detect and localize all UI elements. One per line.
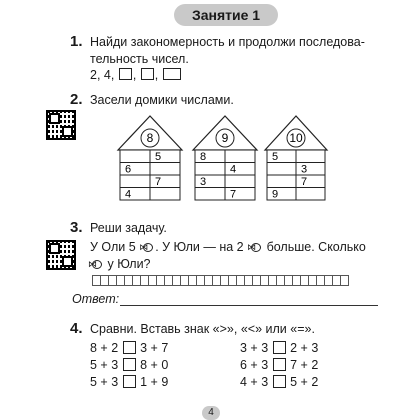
roof-number: 9 (221, 131, 229, 145)
house-cell-number: 9 (272, 188, 279, 201)
compare-column-right (240, 340, 318, 391)
compare-blank[interactable] (273, 341, 286, 354)
problem-line2 (88, 256, 151, 272)
problem-line1 (90, 239, 366, 255)
qr-code-2 (46, 240, 76, 270)
grid-cell[interactable] (340, 275, 349, 286)
house-cell-number: 8 (200, 151, 207, 163)
sequence: 2, 4, , , (90, 67, 182, 83)
house-cell-blank[interactable] (120, 150, 150, 163)
compare-blank[interactable] (123, 341, 136, 354)
compare-row: 5 + 3 8 + 0 (90, 358, 169, 372)
house-cell-number: 4 (230, 163, 237, 176)
house-cell-number: 7 (301, 176, 308, 188)
house-cell-blank[interactable] (225, 175, 255, 188)
problem-text-d: у Юли? (107, 257, 151, 271)
house-cell-number: 4 (125, 188, 132, 201)
sequence-blank-2[interactable] (141, 68, 154, 80)
houses-illustration (110, 112, 360, 212)
house-cell-blank[interactable] (195, 188, 225, 201)
sequence-start: 2, 4, (90, 68, 115, 82)
task3-number: 3. (70, 219, 83, 236)
house-cell-blank[interactable] (195, 163, 225, 176)
task4-text: Сравни. Вставь знак «>», «<» или «=». (90, 322, 315, 336)
house-cell-blank[interactable] (225, 150, 255, 163)
compare-blank[interactable] (273, 375, 286, 388)
task1-number: 1. (70, 33, 83, 50)
problem-text-b: . У Юли — на 2 (155, 240, 244, 254)
roof-number: 10 (289, 131, 303, 145)
task1-text-line1: Найди закономерность и продолжи последова- (90, 35, 365, 49)
house-cell-blank[interactable] (267, 175, 296, 188)
house-cell-number: 7 (230, 188, 237, 201)
compare-row: 6 + 3 7 + 2 (240, 358, 319, 372)
compare-column-left (90, 340, 168, 391)
house-cell-number: 5 (155, 151, 162, 163)
candy-icon (247, 243, 263, 251)
roof-number: 8 (146, 131, 154, 145)
house-2 (193, 116, 257, 201)
problem-text-a: У Оли 5 (90, 240, 136, 254)
house-cell-number: 7 (155, 176, 162, 188)
compare-row: 8 + 2 3 + 7 (90, 341, 169, 355)
compare-blank[interactable] (123, 358, 136, 371)
lesson-title: Занятие 1 (174, 4, 278, 26)
house-cell-number: 5 (272, 151, 279, 163)
answer-grid[interactable] (92, 275, 348, 286)
page-number: 4 (202, 406, 220, 420)
task1-text-line2: тельность чисел. (90, 52, 189, 66)
house-cell-number: 6 (125, 163, 132, 176)
house-cell-blank[interactable] (296, 150, 325, 163)
problem-text-c: больше. Сколько (266, 240, 366, 254)
answer-line[interactable] (120, 305, 378, 306)
qr-code-1 (46, 110, 76, 140)
task3-text: Реши задачу. (90, 221, 167, 235)
compare-row: 3 + 3 2 + 3 (240, 341, 319, 355)
compare-blank[interactable] (273, 358, 286, 371)
task2-text: Засели домики числами. (90, 93, 234, 107)
compare-blank[interactable] (123, 375, 136, 388)
candy-icon (88, 260, 104, 268)
house-cell-blank[interactable] (150, 163, 180, 176)
candy-icon (139, 243, 155, 251)
answer-label: Ответ: (72, 292, 120, 306)
compare-row: 4 + 3 5 + 2 (240, 375, 319, 389)
house-cell-blank[interactable] (267, 163, 296, 176)
sequence-blank-1[interactable] (119, 68, 132, 80)
house-1 (118, 116, 182, 201)
task2-number: 2. (70, 91, 83, 108)
house-cell-blank[interactable] (296, 188, 325, 201)
house-cell-number: 3 (301, 163, 308, 176)
house-cell-number: 3 (200, 176, 207, 188)
house-cell-blank[interactable] (120, 175, 150, 188)
sequence-blank-3[interactable] (163, 68, 181, 80)
house-3 (265, 116, 327, 201)
compare-row: 5 + 3 1 + 9 (90, 375, 169, 389)
task4-number: 4. (70, 320, 83, 337)
house-cell-blank[interactable] (150, 188, 180, 201)
